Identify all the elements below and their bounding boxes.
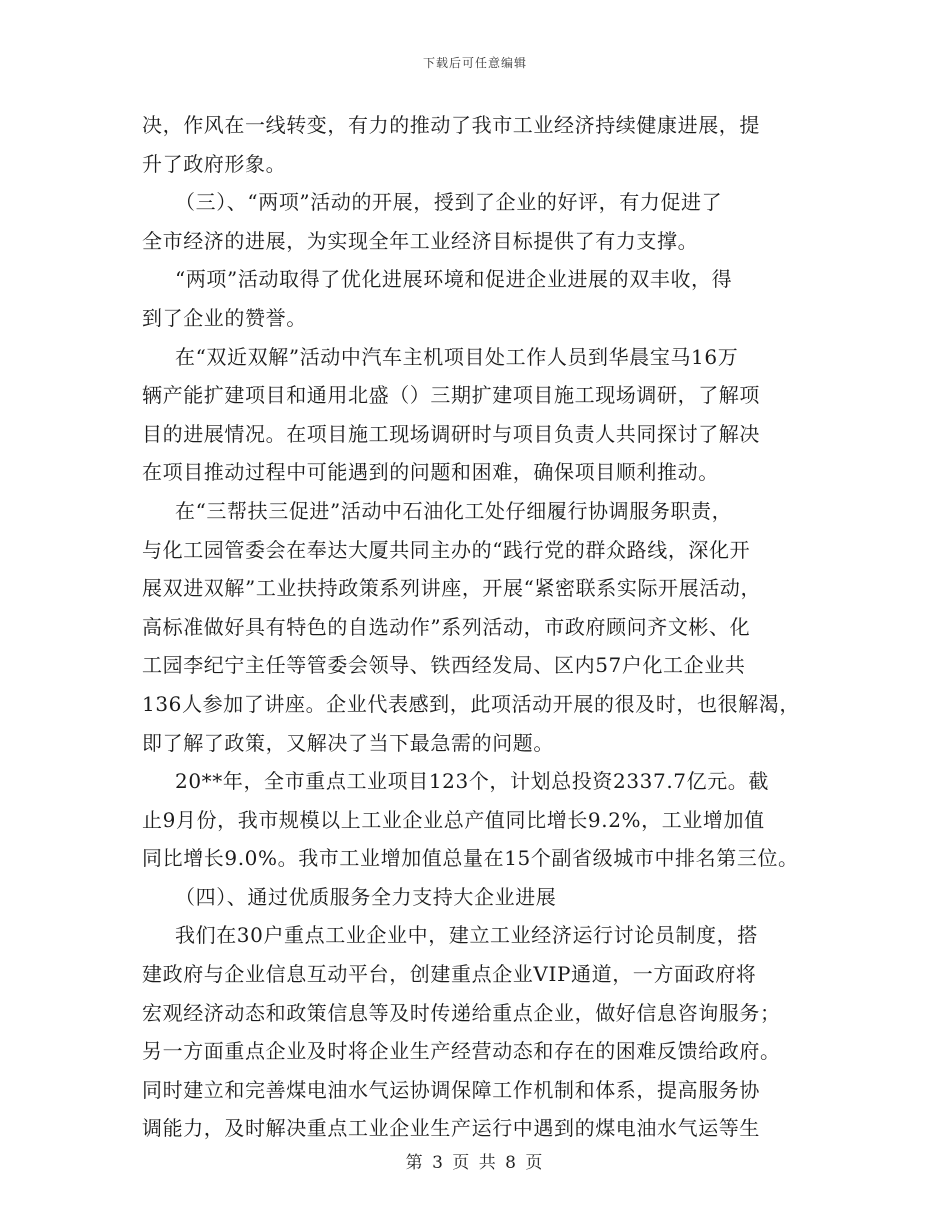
text-line: 同时建立和完善煤电油水气运协调保障工作机制和体系，提高服务协 [142, 1077, 760, 1102]
text-line: （三）、“两项”活动的开展，授到了企业的好评，有力促进了 [175, 190, 723, 215]
text-line: 止9月份，我市规模以上工业企业总产值同比增长9.2%，工业增加值 [142, 807, 765, 832]
text-line: 升了政府形象。 [142, 151, 287, 176]
page-header: 下载后可任意编辑 [422, 56, 527, 70]
text-line: 在项目推动过程中可能遇到的问题和困难，确保项目顺利推动。 [142, 460, 719, 485]
text-line: 工园李纪宁主任等管委会领导、铁西经发局、区内57户化工企业共 [142, 653, 746, 678]
text-line: “两项”活动取得了优化进展环境和促进企业进展的双丰收，得 [175, 267, 733, 292]
text-line: 建政府与企业信息互动平台，创建重点企业VIP通道，一方面政府将 [142, 962, 757, 987]
text-line: 在“双近双解”活动中汽车主机项目处工作人员到华晨宝马16万 [175, 344, 739, 369]
text-line: 高标准做好具有特色的自选动作”系列活动，市政府顾问齐文彬、化 [142, 614, 751, 639]
text-line: 宏观经济动态和政策信息等及时传递给重点企业，做好信息咨询服务； [142, 1000, 781, 1025]
text-line: （四）、通过优质服务全力支持大企业进展 [175, 884, 557, 909]
text-line: 展双进双解”工业扶持政策系列讲座，开展“紧密联系实际开展活动， [142, 576, 762, 601]
text-line: 与化工园管委会在奉达大厦共同主办的“践行党的群众路线，深化开 [142, 537, 751, 562]
text-line: 辆产能扩建项目和通用北盛（）三期扩建项目施工现场调研，了解项 [142, 383, 760, 408]
text-line: 136人参加了讲座。企业代表感到，此项活动开展的很及时，也很解渴， [142, 691, 800, 716]
text-line: 即了解了政策，又解决了当下最急需的问题。 [142, 730, 554, 755]
page-number-footer: 第 3 页 共 8 页 [405, 1153, 545, 1173]
text-line: 调能力，及时解决重点工业企业生产运行中遇到的煤电油水气运等生 [142, 1116, 760, 1141]
text-line: 目的进展情况。在项目施工现场调研时与项目负责人共同探讨了解决 [142, 421, 760, 446]
text-line: 20**年，全市重点工业项目123个，计划总投资2337.7亿元。截 [175, 769, 770, 794]
text-line: 到了企业的赞誉。 [142, 305, 307, 330]
text-line: 在“三帮扶三促进”活动中石油化工处仔细履行协调服务职责， [175, 498, 733, 523]
text-line: 决，作风在一线转变，有力的推动了我市工业经济持续健康进展，提 [142, 113, 760, 137]
body-text [142, 106, 808, 1148]
text-line: 全市经济的进展，为实现全年工业经济目标提供了有力支撑。 [142, 228, 699, 253]
text-line: 我们在30户重点工业企业中，建立工业经济运行讨论员制度，搭 [175, 923, 758, 948]
text-line: 同比增长9.0%。我市工业增加值总量在15个副省级城市中排名第三位。 [142, 846, 799, 871]
text-line: 另一方面重点企业及时将企业生产经营动态和存在的困难反馈给政府。 [142, 1039, 781, 1064]
